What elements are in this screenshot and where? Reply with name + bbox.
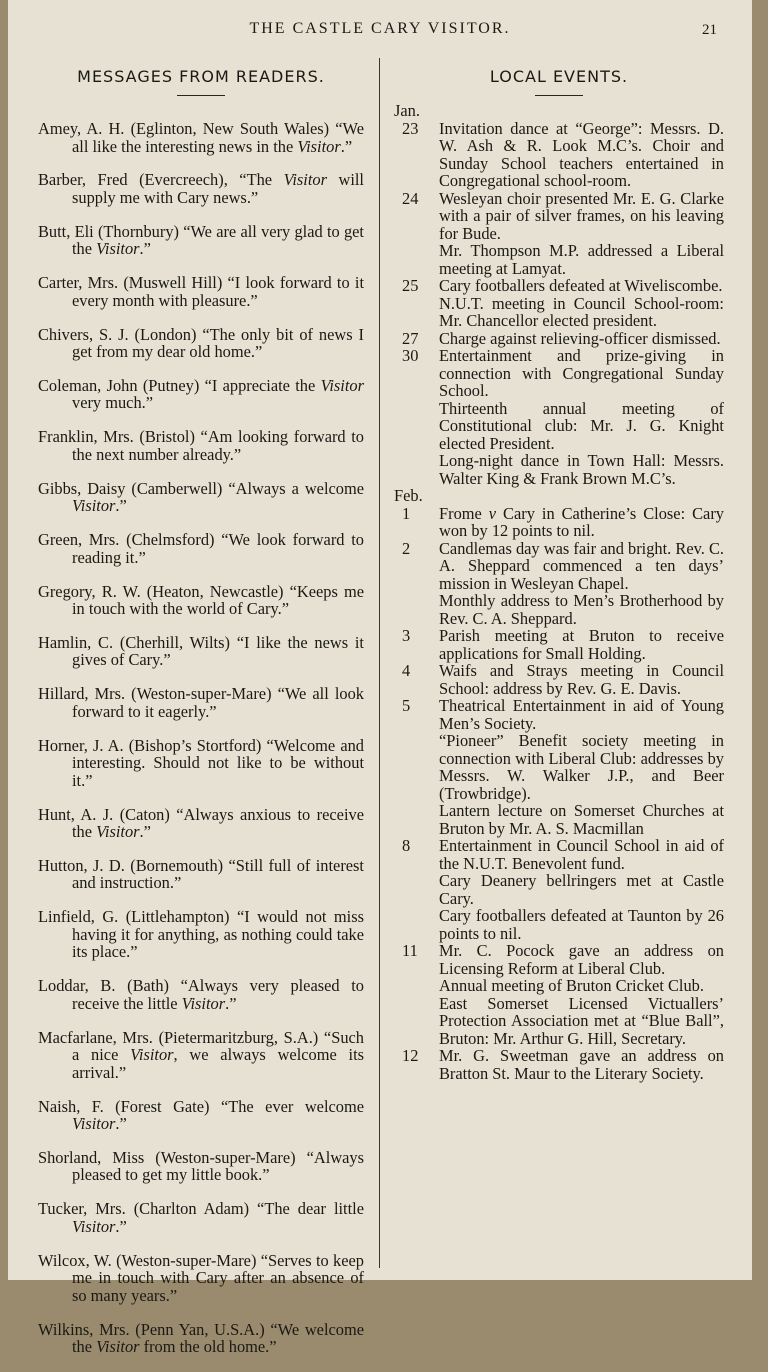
events-heading: LOCAL EVENTS. <box>489 67 629 86</box>
messages-heading: MESSAGES FROM READERS. <box>77 67 325 86</box>
periodical-name: Visitor <box>96 239 140 259</box>
event-date: 30 <box>402 346 419 365</box>
event-item <box>439 505 724 540</box>
periodical-name: Visitor <box>320 375 364 395</box>
event-item: Mr. C. Pocock gave an address on Licensing Reform at Liberal Club. <box>439 941 724 978</box>
reader-message: Amey, A. H. (Eglinton, New South Wales) “We all like the interesting news in the Visitor.” <box>38 119 364 156</box>
event-item: Monthly address to Men’s Brotherhood by Rev. C. A. Sheppard. <box>439 591 724 628</box>
reader-message: Coleman, John (Putney) “I appreciate the Visitor very much.” <box>38 375 364 413</box>
periodical-name: Visitor <box>130 1045 174 1065</box>
event-date: 25 <box>402 276 419 295</box>
event-item: Thirteenth annual meeting of Constitutional club: Mr. J. G. Knight elected President. <box>439 398 724 453</box>
event-day <box>394 277 724 330</box>
event-item: Mr. Thompson M.P. addressed a Liberal meeting at Lamyat. <box>439 241 724 278</box>
event-date: 1 <box>402 503 411 523</box>
reader-message: Hutton, J. D. (Bornemouth) “Still full of interest and instruction.” <box>38 855 364 893</box>
event-day <box>394 505 724 540</box>
event-item: Cary Deanery bellringers met at Castle Cary. <box>439 871 724 908</box>
periodical-name: Visitor <box>181 993 226 1013</box>
reader-message: Gibbs, Daisy (Camberwell) “Always a welcome Visitor.” <box>38 478 364 516</box>
event-item: Charge against relieving-officer dismissed. <box>439 328 721 348</box>
event-item: Entertainment in Council School in aid of the N.U.T. Benevolent fund. <box>439 836 724 873</box>
reader-message: Barber, Fred (Evercreech), “The Visitor will supply me with Cary news.” <box>38 170 364 207</box>
reader-message: Tucker, Mrs. (Charlton Adam) “The dear little Visitor.” <box>38 1199 364 1236</box>
event-item: Wesleyan choir presented Mr. E. G. Clarke with a pair of silver frames, on his leaving for Bude. <box>439 188 724 243</box>
event-day <box>394 942 724 1047</box>
event-day <box>394 347 724 487</box>
events-column <box>394 64 724 1082</box>
periodical-name: Visitor <box>72 1216 116 1236</box>
event-item: Waifs and Strays meeting in Council School: address by Rev. G. E. Davis. <box>439 661 724 698</box>
event-date: 4 <box>402 661 411 680</box>
event-item: Parish meeting at Bruton to receive applications for Small Holding. <box>439 626 724 663</box>
event-item: Annual meeting of Bruton Cricket Club. <box>439 976 704 995</box>
event-item: Cary footballers defeated at Wiveliscombe. <box>439 276 723 295</box>
page-number: 21 <box>702 22 717 38</box>
event-date: 23 <box>402 118 419 138</box>
periodical-name: Visitor <box>96 822 140 842</box>
periodical-name: Visitor <box>96 1337 140 1357</box>
reader-message: Wilcox, W. (Weston-super-Mare) “Serves to keep me in touch with Cary after an absence of so many years.” <box>38 1250 364 1305</box>
reader-message: Naish, F. (Forest Gate) “The ever welcome Visitor.” <box>38 1096 364 1134</box>
event-item: Lantern lecture on Somerset Churches at Bruton by Mr. A. S. Macmillan <box>439 801 724 838</box>
event-item: Candlemas day was fair and bright. Rev. C. A. Sheppard commenced a ten days’ mission in Wesleyan Chapel. <box>439 538 724 593</box>
messages-list <box>38 120 364 1356</box>
reader-message: Chivers, S. J. (London) “The only bit of news I get from my dear old home.” <box>38 324 364 362</box>
periodical-name: Visitor <box>72 1114 116 1134</box>
reader-message: Linfield, G. (Littlehampton) “I would not miss having it for anything, as nothing could take its place.” <box>38 907 364 962</box>
event-item: N.U.T. meeting in Council School-room: Mr. Chancellor elected president. <box>439 293 724 330</box>
heading-rule <box>177 95 225 96</box>
event-day <box>394 120 724 190</box>
event-date: 3 <box>402 626 411 645</box>
reader-message: Macfarlane, Mrs. (Pietermaritzburg, S.A.) “Such a nice Visitor, we always welcome its arrival.” <box>38 1027 364 1082</box>
event-item: Mr. G. Sweetman gave an address on Bratton St. Maur to the Literary Society. <box>439 1046 724 1083</box>
event-item: Long-night dance in Town Hall: Messrs. Walter King & Frank Brown M.C’s. <box>439 451 724 488</box>
reader-message: Butt, Eli (Thornbury) “We are all very glad to get the Visitor.” <box>38 221 364 259</box>
event-text: Frome <box>439 503 489 523</box>
month-label-jan: Jan. <box>394 101 420 120</box>
events-list <box>394 102 724 1082</box>
reader-message: Gregory, R. W. (Heaton, Newcastle) “Keeps me in touch with the world of Cary.” <box>38 581 364 619</box>
event-date: 5 <box>402 696 411 715</box>
reader-message: Franklin, Mrs. (Bristol) “Am looking forward to the next number already.” <box>38 427 364 464</box>
event-day <box>394 1047 724 1082</box>
event-item: Theatrical Entertainment in aid of Young Men’s Society. <box>439 696 724 733</box>
event-day <box>394 662 724 697</box>
event-day <box>394 190 724 278</box>
messages-column <box>38 64 364 1372</box>
event-item: Entertainment and prize-giving in connection with Congregational Sunday School. <box>439 346 724 400</box>
reader-message: Shorland, Miss (Weston-super-Mare) “Always pleased to get my little book.” <box>38 1147 364 1185</box>
column-divider <box>379 58 380 1268</box>
event-date: 8 <box>402 836 411 855</box>
event-item: “Pioneer” Benefit society meeting in connection with Liberal Club: addresses by Messrs. W. Walker J.P., and Beer (Trowbridge). <box>439 731 724 803</box>
periodical-name: Visitor <box>283 170 327 190</box>
event-text: Cary in Catherine’s Close: Cary won by 12 points to nil. <box>439 503 724 540</box>
event-item: East Somerset Licensed Victuallers’ Protection Association met at “Blue Ball”, Bruton: Mr. Arthur G. Hill, Secretary. <box>439 993 724 1048</box>
reader-message: Wilkins, Mrs. (Penn Yan, U.S.A.) “We welcome the Visitor from the old home.” <box>38 1319 364 1357</box>
event-date: 27 <box>402 328 419 348</box>
event-day <box>394 330 724 348</box>
periodical-name: Visitor <box>297 136 341 156</box>
reader-message: Hamlin, C. (Cherhill, Wilts) “I like the news it gives of Cary.” <box>38 632 364 670</box>
event-date: 2 <box>402 538 411 558</box>
event-day <box>394 837 724 942</box>
versus-text: v <box>488 503 497 523</box>
periodical-name: Visitor <box>72 496 116 516</box>
event-item: Cary footballers defeated at Taunton by 26 points to nil. <box>439 906 724 943</box>
month-label-feb: Feb. <box>394 486 423 505</box>
event-day <box>394 540 724 628</box>
heading-rule <box>535 95 583 96</box>
reader-message: Hillard, Mrs. (Weston-super-Mare) “We all look forward to it eagerly.” <box>38 684 364 721</box>
event-item: Invitation dance at “George”: Messrs. D. W. Ash & R. Look M.C’s. Choir and Sunday School teachers entertained in Congregational school-room. <box>439 118 724 190</box>
reader-message: Loddar, B. (Bath) “Always very pleased to receive the little Visitor.” <box>38 976 364 1013</box>
event-date: 24 <box>402 188 419 208</box>
reader-message: Green, Mrs. (Chelmsford) “We look forward to reading it.” <box>38 530 364 567</box>
reader-message: Hunt, A. J. (Caton) “Always anxious to receive the Visitor.” <box>38 804 364 842</box>
event-day <box>394 627 724 662</box>
reader-message: Horner, J. A. (Bishop’s Stortford) “Welcome and interesting. Should not like to be without it.” <box>38 735 364 790</box>
reader-message: Carter, Mrs. (Muswell Hill) “I look forward to it every month with pleasure.” <box>38 273 364 310</box>
running-title: THE CASTLE CARY VISITOR. <box>249 20 511 37</box>
event-day <box>394 697 724 837</box>
event-date: 12 <box>402 1046 419 1065</box>
magazine-page <box>8 0 752 1357</box>
event-date: 11 <box>402 941 418 960</box>
